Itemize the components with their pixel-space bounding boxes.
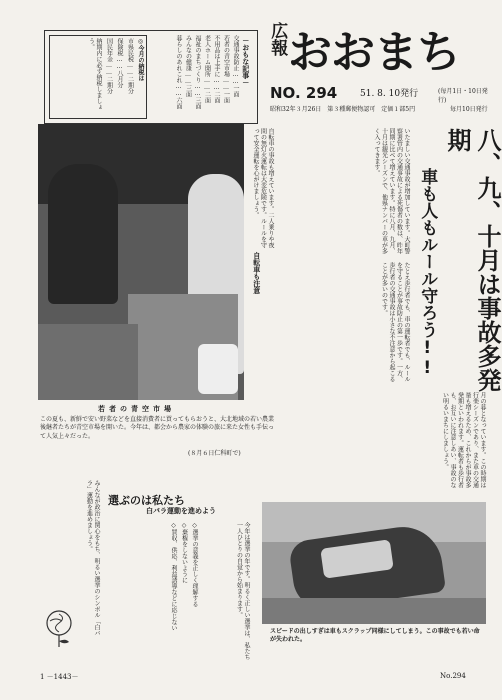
contents-title: －おもな記事－ <box>241 37 251 86</box>
issue-date: 51. 8. 10発行 <box>360 89 419 99</box>
election-subtitle: 白バラ運動を進めよう <box>146 506 216 515</box>
tax-item: 市県民税……二期分 <box>126 38 134 94</box>
masthead <box>258 12 486 82</box>
market-caption-date: (８月６日仁科町で) <box>188 450 241 457</box>
contents-item: 暮らしのあれこれ……六面 <box>175 35 182 109</box>
traffic-body-1: いたましい交通事故が増加しています。大町警察署管内の交通事故による死傷者の数は、昨年同期に比べて増えています。特に八月、九月、十月は観光シーズンで、他県ナンバーの車が多く入ってきます。 <box>373 128 410 254</box>
election-body-2: みんなが政治に関心をもち、明るい選挙のシンボル「白バラ」運動を進めましょう。 <box>85 480 100 636</box>
masthead-info <box>260 84 490 124</box>
market-photo <box>38 124 244 400</box>
tax-box <box>49 35 147 119</box>
election-list <box>104 522 198 662</box>
page-number-left: 1 －1443－ <box>40 673 79 681</box>
contents-item: みんなの健康……三面 <box>184 35 192 97</box>
contents-item: 不用品は上手に……二面 <box>213 35 220 103</box>
issue-number: NO. 294 <box>270 84 338 102</box>
election-body-1: 今年は選挙の年です。明るく正しい選挙は、私たち一人ひとりの自覚から始まります。 <box>235 522 250 660</box>
market-caption <box>38 404 275 457</box>
contents-list <box>153 35 239 119</box>
right-article-body: 月の暮となっています。この時期は行楽シーズンであり、また車の交通量も増えるため、これからが事故多発期といわれます。運転者も歩行者も、お互いに注意しあい、事故のない明るいまちにしましょう。 <box>441 392 486 488</box>
market-caption-text: この夏も、新鮮で安い野菜などを直接消費者に買ってもらおうと、大北地域の若い農業後継者たちが青空市場を開いた。今年は、都会から農家の体験の旅に来た女性も手伝って人気上々だった。 <box>40 416 275 440</box>
traffic-body-3: 自転車の事故も増えています。二人乗りや夜間の無灯火運転は大変危険です。ルールを守って安全運転を心がけましょう。 <box>252 128 274 248</box>
tax-item: 国民年金……二期分 <box>105 38 113 94</box>
masthead-title: おおまち <box>288 27 460 78</box>
election-list-item: ◇選挙の意義を正しく理解する <box>191 522 198 607</box>
traffic-subhead: 自転車も注意 <box>252 252 262 294</box>
rose-icon <box>42 608 76 648</box>
contents-item: 老人ホーム開所……二面 <box>203 35 211 103</box>
contents-item: 福祉のまちづくり……三面 <box>194 35 201 109</box>
traffic-body-2: たとえ歩行者でも、車の運転者でも、ルールを守ることが事故防止の第一歩です。一方、歩行者の交通事故は小さな不注意から起こることが多いのです。 <box>380 262 410 382</box>
issue-note-2: 毎月10日発行 <box>450 106 488 113</box>
tax-note: 納期内に必ず納税しましょう。 <box>87 38 102 110</box>
market-caption-title: 若者の青空市場 <box>98 404 175 413</box>
car-wreck-photo <box>262 502 486 624</box>
contents-area <box>44 30 258 124</box>
tax-item: 保険税……八月分 <box>116 38 123 88</box>
headline-main: 八、九、十月は事故多発期 <box>443 128 501 392</box>
page-number-right: No.294 <box>440 672 466 680</box>
car-wreck-caption: スピードの出しすぎは車もスクラップ同様にしてしまう。この事故でも若い命が失われた。 <box>270 628 480 644</box>
election-title: 選ぶのは私たち <box>108 494 185 507</box>
headline-sub: 車も人もルール守ろう!! <box>417 168 438 378</box>
election-list-item: ◇買収、供応、利益誘導などに応じない <box>170 522 177 631</box>
contents-item: 交通事故防止……一面 <box>232 35 239 97</box>
registration-info: 昭和32年３月26日 第３種郵便物認可 定価１部5円 <box>270 106 416 113</box>
contents-item: 若者の青空市場……一面 <box>222 35 230 103</box>
election-list-item: ◇棄権をしないように <box>180 522 188 583</box>
tax-title: ◎今月の納税は <box>137 38 144 81</box>
issue-note: (毎月1日・10日発行) <box>438 88 488 104</box>
masthead-label: 広報 <box>267 22 288 56</box>
